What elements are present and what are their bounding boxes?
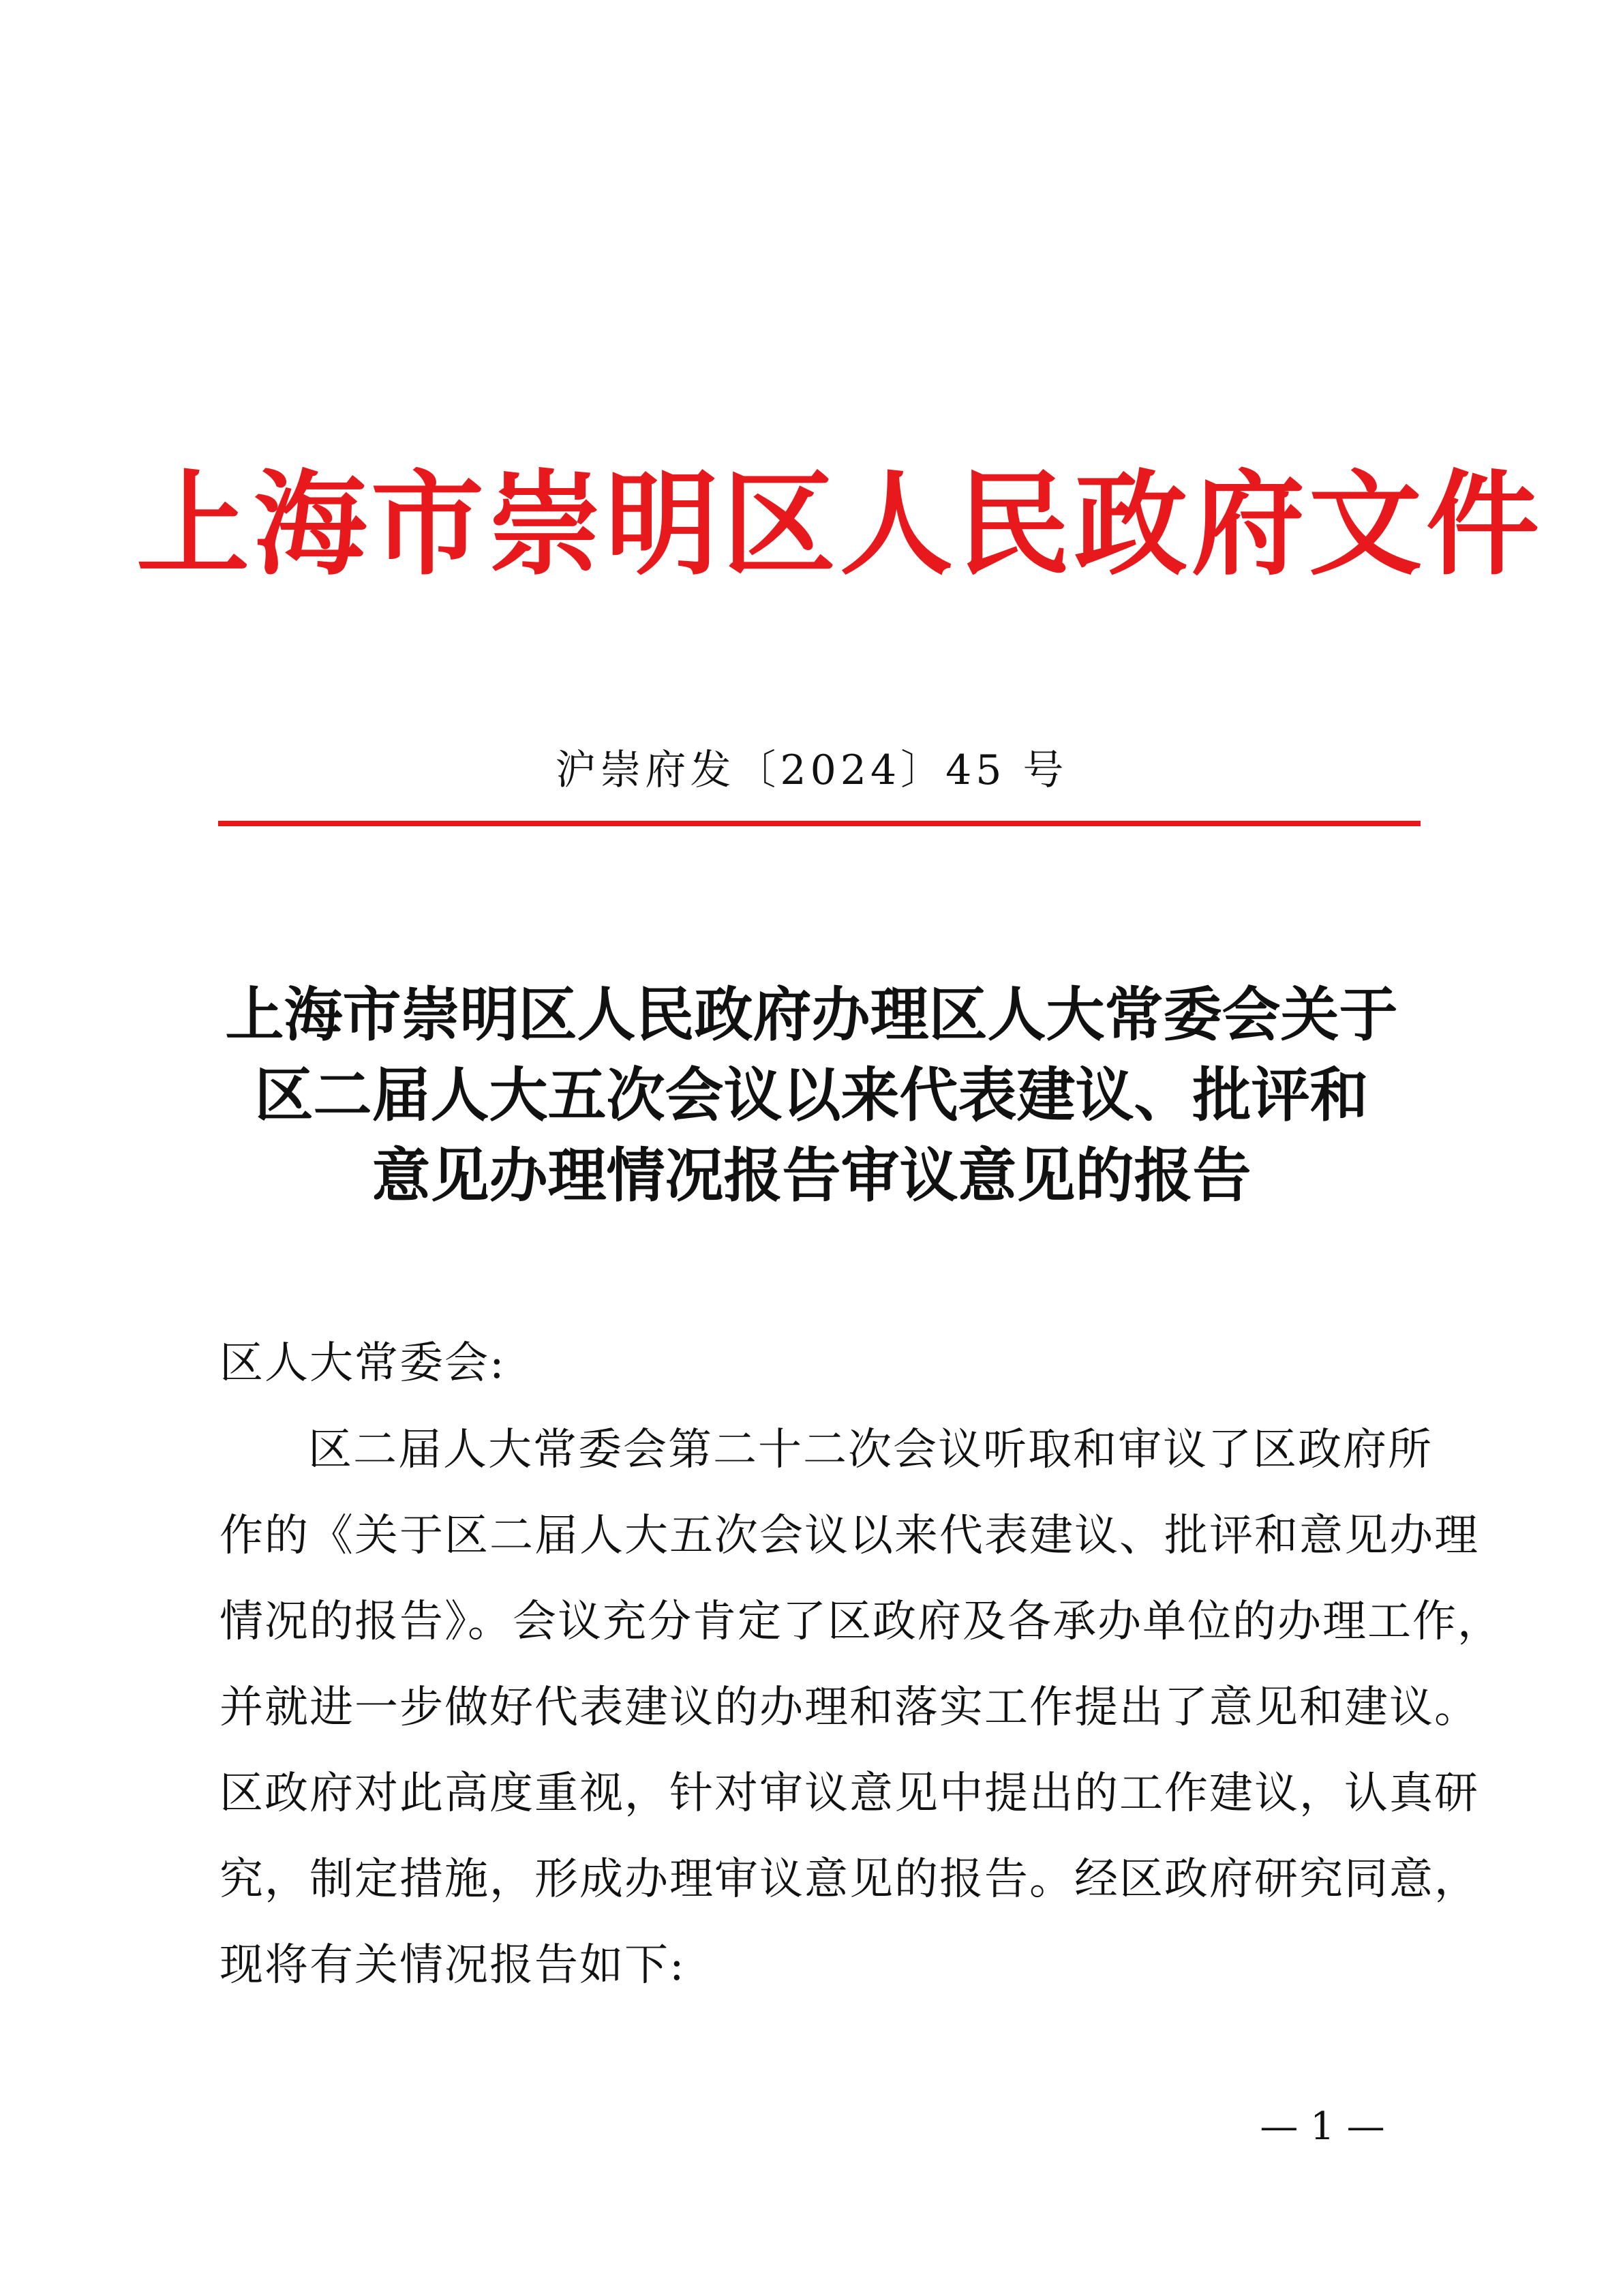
body-line: 区二届人大常委会第二十二次会议听取和审议了区政府所 [308, 1425, 1433, 1475]
body-line: 情况的报告》。会议充分肯定了区政府及各承办单位的办理工作， [219, 1597, 1502, 1647]
body-line: 究，制定措施，形成办理审议意见的报告。经区政府研究同意， [219, 1854, 1479, 1905]
body-line: 作的《关于区二届人大五次会议以来代表建议、批评和意见办理 [219, 1511, 1479, 1561]
report-title-line: 意见办理情况报告审议意见的报告 [371, 1141, 1252, 1210]
body-line: 并就进一步做好代表建议的办理和落实工作提出了意见和建议。 [219, 1682, 1479, 1733]
report-title-line: 区二届人大五次会议以来代表建议、批评和 [254, 1061, 1369, 1130]
issuing-authority-title: 上海市崇明区人民政府文件 [136, 458, 1543, 591]
red-separator-rule [218, 821, 1421, 826]
salutation: 区人大常委会: [219, 1338, 506, 1389]
report-title [204, 975, 1419, 1216]
document-number: 沪崇府发〔2024〕45 号 [555, 746, 1068, 794]
body-line: 区政府对此高度重视，针对审议意见中提出的工作建议，认真研 [219, 1768, 1479, 1819]
body-line: 现将有关情况报告如下: [219, 1940, 686, 1991]
page-number: — 1 — [1260, 2104, 1385, 2149]
report-title-line: 上海市崇明区人民政府办理区人大常委会关于 [225, 980, 1398, 1049]
body-paragraph [219, 1407, 1502, 2008]
